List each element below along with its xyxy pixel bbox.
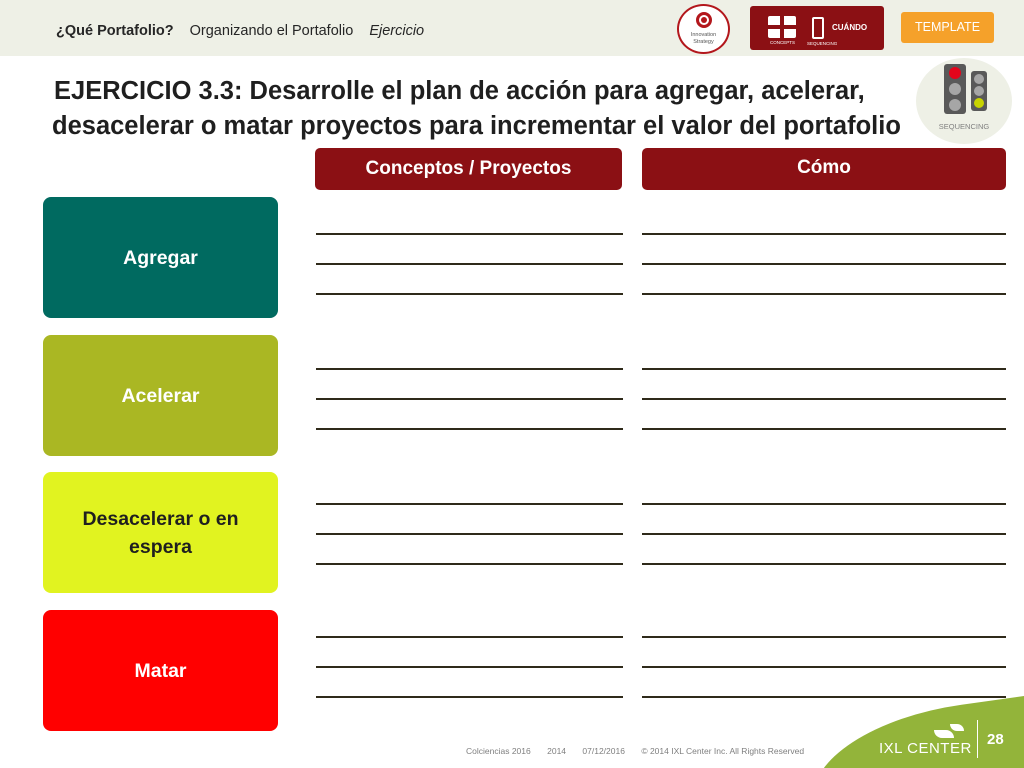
cuando-label: CUÁNDO: [832, 23, 868, 32]
write-line-como[interactable]: [642, 293, 1006, 295]
column-header-conceptos: Conceptos / Proyectos: [315, 148, 622, 190]
badge-text-strategy: Strategy: [693, 39, 714, 45]
ixl-center-logo: IXL CENTER: [879, 740, 972, 757]
write-line-conceptos[interactable]: [316, 428, 623, 430]
title-line-1: EJERCICIO 3.3: Desarrolle el plan de acción para agregar, acelerar,: [54, 77, 865, 105]
footer-item: 2014: [547, 746, 567, 756]
traffic-light-icon: [944, 64, 966, 114]
page-title: [54, 74, 914, 144]
category-matar: [43, 610, 278, 731]
footer-item: 07/12/2016: [582, 746, 625, 756]
sequencing-badge: [916, 58, 1012, 144]
write-line-como[interactable]: [642, 503, 1006, 505]
write-line-conceptos[interactable]: [316, 263, 623, 265]
write-line-conceptos[interactable]: [316, 398, 623, 400]
write-line-como[interactable]: [642, 398, 1006, 400]
footer-divider: [977, 720, 978, 758]
innovation-strategy-badge: [677, 4, 730, 54]
write-line-como[interactable]: [642, 428, 1006, 430]
write-line-conceptos[interactable]: [316, 636, 623, 638]
traffic-light-icon: [812, 17, 824, 39]
footer-item: Colciencias 2016: [466, 746, 531, 756]
breadcrumb: [56, 23, 436, 39]
category-label: Matar: [134, 659, 187, 682]
sequencing-label: SEQUENCING: [938, 122, 990, 131]
breadcrumb-item-que-portafolio[interactable]: ¿Qué Portafolio?: [56, 23, 174, 39]
category-label: Desacelerar o en espera: [82, 507, 239, 558]
sequencing-small-label: SEQUENCING: [807, 41, 838, 46]
write-line-como[interactable]: [642, 563, 1006, 565]
title-line-2: desacelerar o matar proyectos para incrementar el valor del portafolio: [52, 112, 901, 140]
write-line-como[interactable]: [642, 666, 1006, 668]
write-line-como[interactable]: [642, 263, 1006, 265]
footer-info: [466, 746, 818, 756]
write-line-como[interactable]: [642, 696, 1006, 698]
traffic-light-small-icon: [971, 71, 987, 111]
write-line-conceptos[interactable]: [316, 696, 623, 698]
write-line-como[interactable]: [642, 368, 1006, 370]
breadcrumb-item-organizando[interactable]: Organizando el Portafolio: [189, 23, 354, 39]
page-number: 28: [987, 731, 1004, 748]
category-agregar: [43, 197, 278, 318]
write-line-conceptos[interactable]: [316, 666, 623, 668]
write-line-conceptos[interactable]: [316, 533, 623, 535]
write-line-conceptos[interactable]: [316, 563, 623, 565]
template-button[interactable]: TEMPLATE: [901, 12, 994, 43]
column-header-como: Cómo: [642, 148, 1006, 190]
write-line-conceptos[interactable]: [316, 293, 623, 295]
category-label: Acelerar: [121, 384, 200, 407]
category-label: Agregar: [123, 246, 198, 269]
write-line-como[interactable]: [642, 233, 1006, 235]
leaf-icon: [934, 730, 954, 738]
footer-item: © 2014 IXL Center Inc. All Rights Reserved: [641, 746, 805, 756]
concepts-icon: [768, 16, 796, 38]
category-desacelerar: [43, 472, 278, 593]
write-line-como[interactable]: [642, 636, 1006, 638]
write-line-como[interactable]: [642, 533, 1006, 535]
write-line-conceptos[interactable]: [316, 233, 623, 235]
write-line-conceptos[interactable]: [316, 368, 623, 370]
target-icon: [696, 12, 712, 28]
breadcrumb-item-ejercicio[interactable]: Ejercicio: [369, 23, 425, 39]
category-acelerar: [43, 335, 278, 456]
write-line-conceptos[interactable]: [316, 503, 623, 505]
concepts-label: CONCEPTS: [770, 40, 796, 45]
badge-text-innovation: Innovation: [690, 32, 717, 38]
cuando-section-badge: [750, 6, 884, 50]
